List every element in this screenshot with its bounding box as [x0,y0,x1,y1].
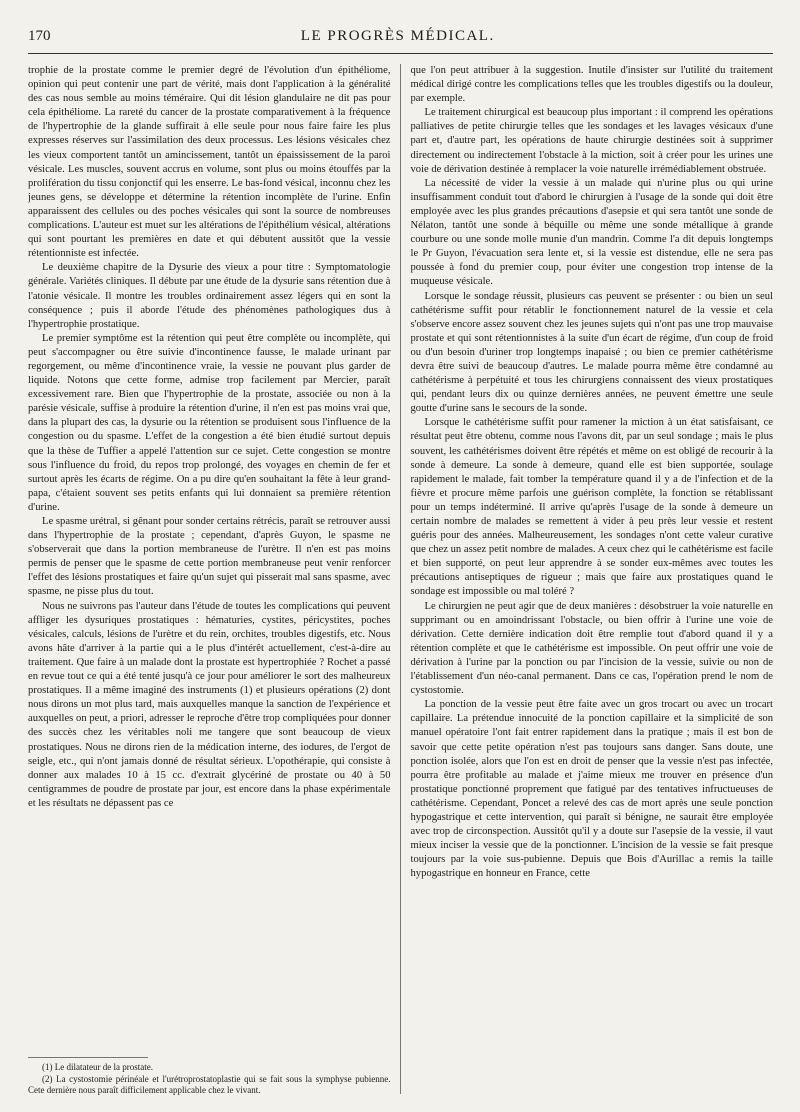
paragraph: Le premier symptôme est la rétention qui peut être complète ou incomplète, qui peut s'accompagner ou être suivie d'incontinence fausse, le malade urinant par regorgement, ou même d'incontinence vraie, la vessie ne pouvant plus garder de liquide. Notons que cette forme, admise trop facilement par Mercier, paraît excessivement rare. Bien que l'hypertrophie de la prostate, associée ou non à la parésie vésicale, suffise à produire la rétention d'urine, il n'en est pas moins vrai que, dans la plupart des cas, la dysurie ou la rétention se produisent sous l'influence de la congestion ou du spasme. L'effet de la congestion a été bien étudié surtout depuis que la thèse de Tuffier a appelé l'attention sur ce sujet. Cette congestion se montre sous l'influence du froid, du repos trop prolongé, des voyages en chemin de fer et surtout après les écarts de régime. On a pu dire qu'en souhaitant la fête à leur grand-papa, c'étaient souvent ses petits enfants qui lui donnaient sa première rétention d'urine. [28,332,391,513]
left-column [28,64,401,1094]
text-columns [28,64,773,1094]
paragraph: Nous ne suivrons pas l'auteur dans l'étude de toutes les complications qui peuvent affliger les dysuriques prostatiques : hématuries, cystites, péricystites, poches vésicales, calculs, lésions de l'urètre et du rein, orchites, troubles digestifs, etc. Nous avons hâte d'arriver à la partie qui a le plus d'intérêt actuellement, c'est-à-dire au traitement. Que faire à un malade dont la prostate est hypertrophiée ? Rochet a passé en revue tout ce qui a été tenté jusqu'à ce jour pour améliorer le sort des malheureux prostatiques. Il a même imaginé des instruments (1) et plusieurs opérations (2) dont nous dirons un mot plus tard, mais auxquelles manque la sanction de l'expérience et auxquelles on peut, a priori, adresser le reproche d'être trop compliquées pour donner des succès chez les véritables noli me tangere que sont beaucoup de vieux prostatiques. Nous ne dirons rien de la médication interne, des iodures, de l'ergot de seigle, etc., qui n'ont jamais donné de résultat sérieux. L'opothérapie, qui consiste à donner aux malades 10 à 15 cc. d'extrait glycériné de prostate ou 40 à 50 centigrammes de poudre de prostate par jour, est encore dans la phase expérimentale et les résultats ne dépassent pas ce [28,600,391,809]
paragraph: Lorsque le cathétérisme suffit pour ramener la miction à un état satisfaisant, ce résultat peut être obtenu, comme nous l'avons dit, par un seul sondage ; mais le plus souvent, les cathétérismes doivent être répétés et même on est obligé de recourir à la sonde à demeure. La sonde à demeure, quand elle est bien supportée, soulage rapidement le malade, fait tomber la température quand il y a de l'infection et de la fièvre et procure même parfois une guérison complète, la fonction se rétablissant pour un temps indéterminé. Il arrive qu'après l'usage de la sonde à demeure un certain nombre de malades se remettent à vider à peu près leur vessie et restent guéris pour des années. Malheureusement, les sondages n'ont cette valeur curative que chez un assez petit nombre de malades. A ceux chez qui le cathétérisme est facile et bien supporté, on peut leur apprendre à se sonder eux-mêmes avec toutes les précautions antiseptiques de rigueur ; mais que faire aux prostatiques quand le sondage est impossible ou mal toléré ? [410,417,773,598]
paragraph: Le spasme urétral, si gênant pour sonder certains rétrécis, paraît se retrouver aussi dans l'hypertrophie de la prostate ; cependant, d'après Guyon, le spasme ne s'observerait que dans la portion membraneuse de l'urètre. Il n'en est pas moins permis de penser que le spasme de cette portion membraneuse peut venir renforcer l'effet des lésions prostatiques et faire qu'un sujet qui pisserait mal sans spasme, avec spasme, ne pisse plus du tout. [28,516,391,598]
page [28,28,773,1098]
paragraph: Le chirurgien ne peut agir que de deux manières : désobstruer la voie naturelle en supprimant ou en amoindrissant l'obstacle, ou bien offrir à l'urine une voie de dérivation. Cette dernière indication doit être remplie tout d'abord quand il y a rétention complète et que le cathétérisme est impossible. On peut offrir une voie de dérivation à l'urine par la ponction ou par l'incision de la vessie, suivie ou non de l'établissement d'un néo-canal permanent. Dans ce cas, l'opération prend le nom de cystostomie. [410,600,773,697]
page-number: 170 [28,28,51,44]
footnotes [28,1062,391,1097]
right-column [401,64,774,1094]
page-header [28,28,773,54]
footnote-rule [28,1057,148,1058]
footnote: (1) Le dilatateur de la prostate. [42,1062,153,1072]
paragraph: La nécessité de vider la vessie à un malade qui n'urine plus ou qui urine insuffisamment conduit tout d'abord le chirurgien à l'usage de la sonde qui doit être employée avec les plus grandes précautions d'asepsie et qui sera tantôt une sonde de Nélaton, tantôt une sonde à béquille ou même une sonde métallique à grande courbure ou une sonde molle munie d'un mandrin. Comme l'a dit depuis longtemps le Pr Guyon, l'évacuation sera lente et, si la vessie est distendue, elle ne sera pas poussée à fond du premier coup, pour éviter une congestion trop intense de la muqueuse vésicale. [410,177,773,288]
paragraph: que l'on peut attribuer à la suggestion. Inutile d'insister sur l'utilité du traitement médical dirigé contre les complications telles que les troubles digestifs ou la douleur, par exemple. [410,65,773,105]
journal-title: LE PROGRÈS MÉDICAL. [300,28,495,44]
left-column-body [28,64,391,1049]
paragraph: La ponction de la vessie peut être faite avec un gros trocart ou avec un trocart capillaire. La prétendue innocuité de la ponction capillaire et la simplicité de son manuel opératoire l'ont fait entrer rapidement dans la pratique ; mais il est bon de savoir que cette petite opération n'est pas toujours sans danger. Sans doute, une ponction isolée, alors que l'on est en droit de penser que la vessie n'est pas infectée, pourra être profitable au malade et j'aime mieux me trouver en présence d'un prostatique ponctionné proprement que fatigué par des tentatives infructueuses de cathétérisme. Cependant, Poncet a relevé des cas de mort après une seule ponction hypogastrique et cette intervention, qui paraît si bénigne, ne saurait être employée avec trop de circonspection. Aussitôt qu'il y a doute sur l'asepsie de la vessie, il vaut mieux inciser la vessie que de la ponctionner. L'incision de la vessie se fait presque toujours par la voie sus-pubienne. Depuis que Bois d'Aurillac a remis la taille hypogastrique en honneur en France, cette [410,699,773,880]
paragraph: Lorsque le sondage réussit, plusieurs cas peuvent se présenter : ou bien un seul cathétérisme suffit pour rétablir le fonctionnement naturel de la vessie et cela s'observe encore assez souvent chez les jeunes sujets qui n'ont pas une trop mauvaise prostate et qui sont rétentionnistes à la suite d'un écart de régime, d'un coup de froid ou d'un besoin d'uriner trop longtemps inapaisé ; ou bien ce premier cathétérisme devra être suivi de beaucoup d'autres. Le malade pourra même être condamné au cathétérisme à perpétuité et tous les chirurgiens connaissent des vieux prostatiques qui, pendant leurs dix ou quinze dernières années, ne peuvent émettre une seule goutte d'urine sans le secours de la sonde. [410,290,773,415]
paragraph: Le deuxième chapitre de la Dysurie des vieux a pour titre : Symptomatologie générale. Variétés cliniques. Il débute par une étude de la dysurie sans rétention due à l'atonie vésicale. Il montre les troubles ordinairement assez légers qui en sont la conséquence ; puis il aborde l'étude des phénomènes pathologiques dus à l'hypertrophie prostatique. [28,262,391,330]
paragraph: Le traitement chirurgical est beaucoup plus important : il comprend les opérations palliatives de petite chirurgie telles que les sondages et les lavages vésicaux d'une part et, d'autre part, les opérations de haute chirurgie destinées soit à supprimer directement ou indirectement l'obstacle à la miction, soit à créer pour les urines une voie de dérivation destinée à remplacer la voie naturelle irrémédiablement obstruée. [410,107,773,175]
paragraph: trophie de la prostate comme le premier degré de l'évolution d'un épithéliome, opinion qui peut contenir une part de vérité, mais dont l'application à la généralité des cas nous semble au moins téméraire. Qui dit lésion glandulaire ne dit pas pour cela épithéliome. La rareté du cancer de la prostate comparativement à la fréquence de l'hypertrophie de la glande suffirait à elle seule pour nous faire faire les plus expresses réserves sur l'assimilation des deux processus. Les lésions vésicales chez les vieux comportent tantôt un amincissement, tantôt un épaississement de la paroi vésicale. Les muscles, souvent accrus en volume, sont plus ou moins étouffés par la prolifération du tissu conjonctif qui les enserre. Le bas-fond vésical, inconnu chez les jeunes gens, se développe et détermine la rétention incomplète de l'urine. Enfin apparaissent des cellules ou des poches vésicales qui sont la source de nombreuses complications. L'auteur est muet sur les altérations de l'épithélium vésical, altérations qui sont pourtant les premières en date et qui débutent aussitôt que la vessie rétentionniste est infectée. [28,65,391,260]
footnote: (2) La cystostomie périnéale et l'urétroprostatoplastie qui se fait sous la symphyse pubienne. Cete dernière nous paraît difficilement applicable chez le vivant. [28,1073,391,1095]
